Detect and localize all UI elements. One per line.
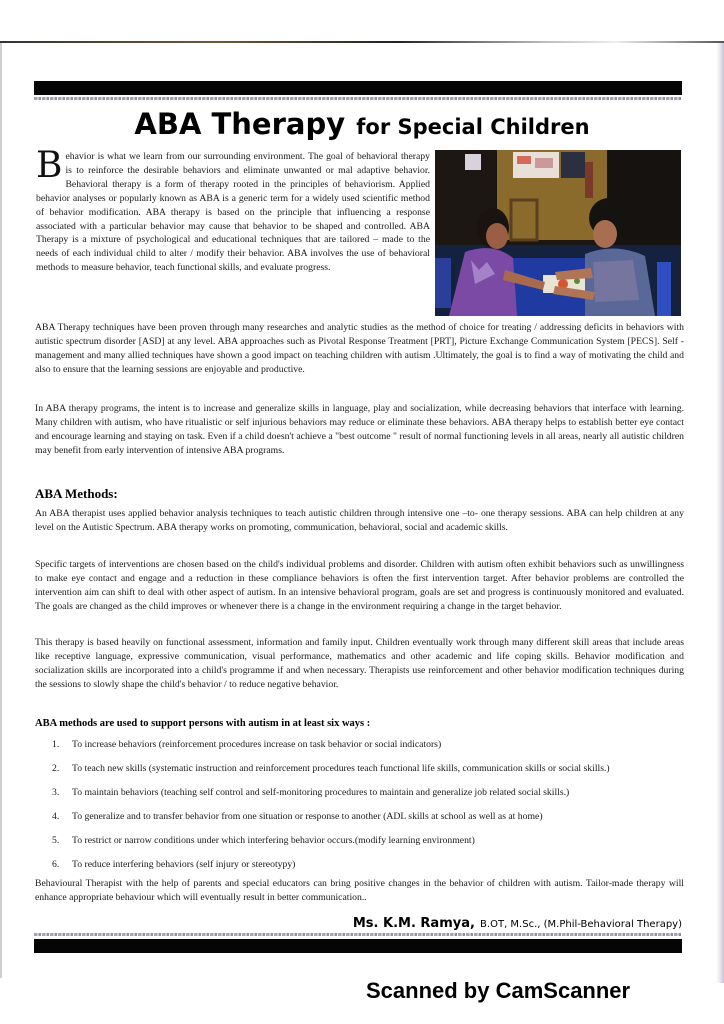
intro-paragraph xyxy=(36,145,430,275)
scanner-watermark: Scanned by CamScanner xyxy=(366,978,631,1003)
list-text: To increase behaviors (reinforcement procedures increase on task behavior or social indicators) xyxy=(72,739,442,750)
author-name: Ms. K.M. Ramya, xyxy=(352,916,475,931)
methods-paragraph: This therapy is based heavily on functional assessment, information and family input. Children eventually work through many different skill areas that include areas like receptive language, expressive communication, visual performance, mathematics and other academic and life coping skills. Behavior modification and socialization skills are incorporated into a child's programme if and when necessary. Therapists use reinforcement and other behavior modification techniques during the sessions to slowly shape the child's behavior / to reduce negative behavior. xyxy=(35,637,684,690)
list-item xyxy=(52,738,685,752)
ways-list xyxy=(35,738,685,882)
author-byline xyxy=(353,912,682,931)
therapy-session-photo xyxy=(435,150,681,316)
drop-cap: B xyxy=(36,145,63,186)
list-text: To teach new skills (systematic instruction and reinforcement procedures teach functional life skills, communication skills or social skills.) xyxy=(72,763,610,774)
list-number: 1. xyxy=(52,739,60,750)
body-paragraph: ABA Therapy techniques have been proven through many researches and analytic studies as the method of choice for treating / addressing deficits in behaviors with autistic spectrum disorder [ASD] at any level. ABA approaches such as Pivotal Response Treatment [PRT], Picture Exchange Communication System [PECS]. Self - management and many allied techniques have shown a good impact on teaching children with autism .Ultimately, the goal is to find a way of motivating the child and also to ensure that the learning sessions are enjoyable and productive. xyxy=(35,322,684,375)
list-text: To restrict or narrow conditions under which interfering behavior occurs.(modify learning environment) xyxy=(72,835,475,846)
list-number: 3. xyxy=(52,787,60,798)
page-right-edge xyxy=(716,43,724,983)
methods-paragraph: An ABA therapist uses applied behavior analysis techniques to teach autistic children through intensive one –to- one therapy sessions. ABA can help children at any level on the Autistic Spectrum. ABA therapy works on promoting, communication, behavioral, social and academic skills. xyxy=(35,508,684,533)
page-left-edge xyxy=(0,43,2,978)
list-item xyxy=(52,762,685,776)
list-number: 6. xyxy=(52,859,60,870)
author-credentials: B.OT, M.Sc., (M.Phil-Behavioral Therapy) xyxy=(480,919,682,930)
list-item xyxy=(52,786,685,800)
list-item xyxy=(52,810,685,824)
methods-paragraph: Specific targets of interventions are chosen based on the child's individual problems and disorder. Children with autism often exhibit behaviors such as unwillingness to make eye contact and engage and a reduction in these compliance behaviors is often the first intervention target. After behavior problems are controlled the intervention aim can shift to deal with other aspect of autism. In an intensive behavioral program, goals are set and progress is continuously monitored and evaluated. The goals are changed as the child improves or whenever there is a change in the environment requiring a change in the target behavior. xyxy=(35,559,684,612)
header-dotted-rule xyxy=(34,97,682,100)
footer-rule xyxy=(34,939,682,953)
list-text: To reduce interfering behaviors (self injury or stereotypy) xyxy=(72,859,296,870)
list-text: To generalize and to transfer behavior from one situation or response to another (ADL skills at school as well as at home) xyxy=(72,811,543,822)
list-item xyxy=(52,834,685,848)
list-number: 4. xyxy=(52,811,60,822)
page-top-edge xyxy=(0,41,724,43)
header-rule xyxy=(34,81,682,95)
closing-paragraph: Behavioural Therapist with the help of parents and special educators can bring positive changes in the behavior of children with autism. Tailor-made therapy will enhance appropriate behaviour which will eventually result in better communication.. xyxy=(35,878,684,903)
photo-illustration xyxy=(435,150,681,316)
methods-heading: ABA Methods: xyxy=(35,486,118,501)
list-number: 2. xyxy=(52,763,60,774)
title-sub: for Special Children xyxy=(356,115,590,139)
ways-heading: ABA methods are used to support persons with autism in at least six ways : xyxy=(35,718,371,729)
title-main: ABA Therapy xyxy=(134,107,346,141)
footer-dotted-rule xyxy=(34,933,682,936)
intro-text: ehavior is what we learn from our surrounding environment. The goal of behavioral therapy is to reinforce the desirable behaviors and eliminate unwanted or mal adaptive behavior. Behavioral therapy is a form of therapy rooted in the principles of behaviorism. Applied behavior analyses or popularly known as ABA is a generic term for a widely used scientific method of behavior modification. ABA therapy is based on the principle that influencing a response associated with a particular behavior may cause that behavior to be shaped and controlled. ABA Therapy is a mixture of psychological and educational techniques that are tailored – made to the needs of each individual child to alter / modify their behavior. ABA involves the use of behavioral methods to measure behavior, teach functional skills, and evaluate progress. xyxy=(36,151,430,274)
body-paragraph: In ABA therapy programs, the intent is to increase and generalize skills in language, play and socialization, while decreasing behaviors that interface with learning. Many children with autism, who have ritualistic or self injurious behaviors may reduce or eliminate these behaviors. ABA therapy helps to establish better eye contact and encourage learning and staying on task. Even if a child doesn't achieve a "best outcome " result of normal functioning levels in all areas, nearly all autistic children may benefit from early intervention of intensive ABA programs. xyxy=(35,403,684,456)
list-item xyxy=(52,858,685,872)
list-number: 5. xyxy=(52,835,60,846)
list-text: To maintain behaviors (teaching self control and self-monitoring procedures to maintain and generalize job related social skills.) xyxy=(72,787,570,798)
page-title xyxy=(0,104,724,142)
